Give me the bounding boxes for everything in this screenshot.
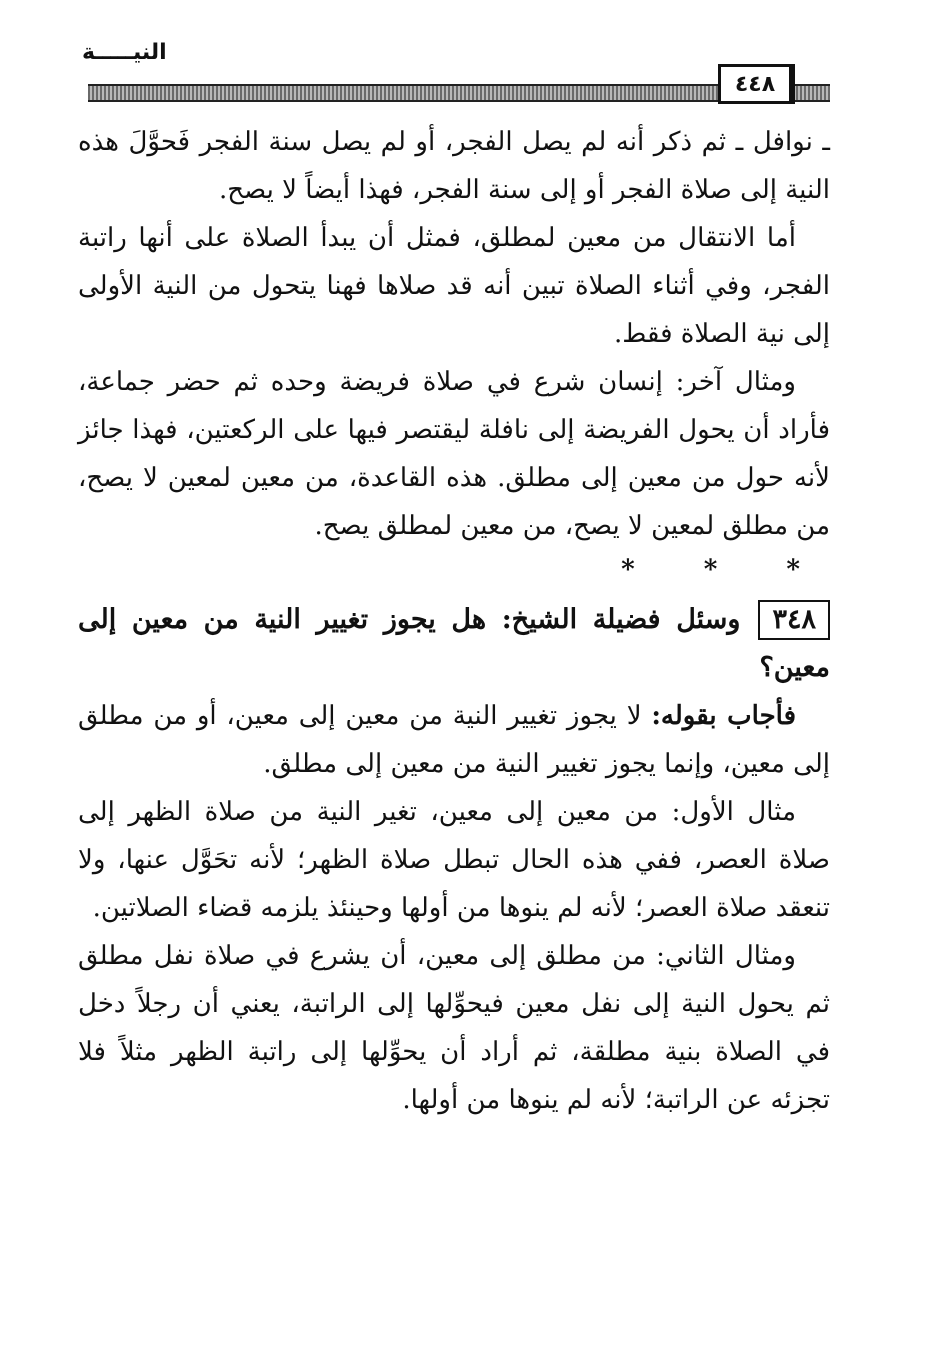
- page-number: ٤٤٨: [718, 64, 795, 104]
- question: [78, 596, 830, 692]
- page-body: [78, 118, 830, 1124]
- paragraph: ومثال آخر: إنسان شرع في صلاة فريضة وحده ثم حضر جماعة، فأراد أن يحول الفريضة إلى نافلة ليقتصر فيها على الركعتين، فهذا جائز لأنه حول من معين إلى مطلق. هذه القاعدة، من معين لمعين لا يصح، من مطلق لمعين لا يصح، من معين لمطلق يصح.: [78, 367, 830, 541]
- paragraph: ـ نوافل ـ ثم ذكر أنه لم يصل الفجر، أو لم يصل سنة الفجر فَحوَّلَ هذه النية إلى صلاة الفجر أو إلى سنة الفجر، فهذا أيضاً لا يصح.: [78, 127, 830, 205]
- running-header-title: النيـــــة: [82, 40, 167, 65]
- paragraph: أما الانتقال من معين لمطلق، فمثل أن يبدأ الصلاة على أنها راتبة الفجر، وفي أثناء الصلاة تبين أنه قد صلاها فهنا يتحول من النية الأولى إلى نية الصلاة فقط.: [78, 223, 830, 349]
- answer-paragraph: [78, 692, 830, 788]
- question-text: وسئل فضيلة الشيخ: هل يجوز تغيير النية من معين إلى معين؟: [78, 604, 830, 683]
- paragraph: ومثال الثاني: من مطلق إلى معين، أن يشرع في صلاة نفل مطلق ثم يحول النية إلى نفل معين فيحوِّلها إلى الراتبة، يعني أن رجلاً دخل في الصلاة بنية مطلقة، ثم أراد أن يحوِّلها إلى راتبة الظهر مثلاً فلا تجزئه عن الراتبة؛ لأنه لم ينوها من أولها.: [78, 941, 830, 1115]
- question-number: ٣٤٨: [758, 600, 830, 640]
- answer-lead: فأجاب بقوله:: [651, 701, 797, 731]
- section-separator: * * *: [621, 555, 830, 585]
- answer-text: لا يجوز تغيير النية من معين إلى معين، أو من مطلق إلى معين، وإنما يجوز تغيير النية من معين إلى مطلق.: [78, 701, 830, 779]
- paragraph: مثال الأول: من معين إلى معين، تغير النية من صلاة الظهر إلى صلاة العصر، ففي هذه الحال تبطل صلاة الظهر؛ لأنه تحَوَّل عنها، ولا تنعقد صلاة العصر؛ لأنه لم ينوها من أولها وحينئذ يلزمه قضاء الصلاتين.: [78, 797, 830, 923]
